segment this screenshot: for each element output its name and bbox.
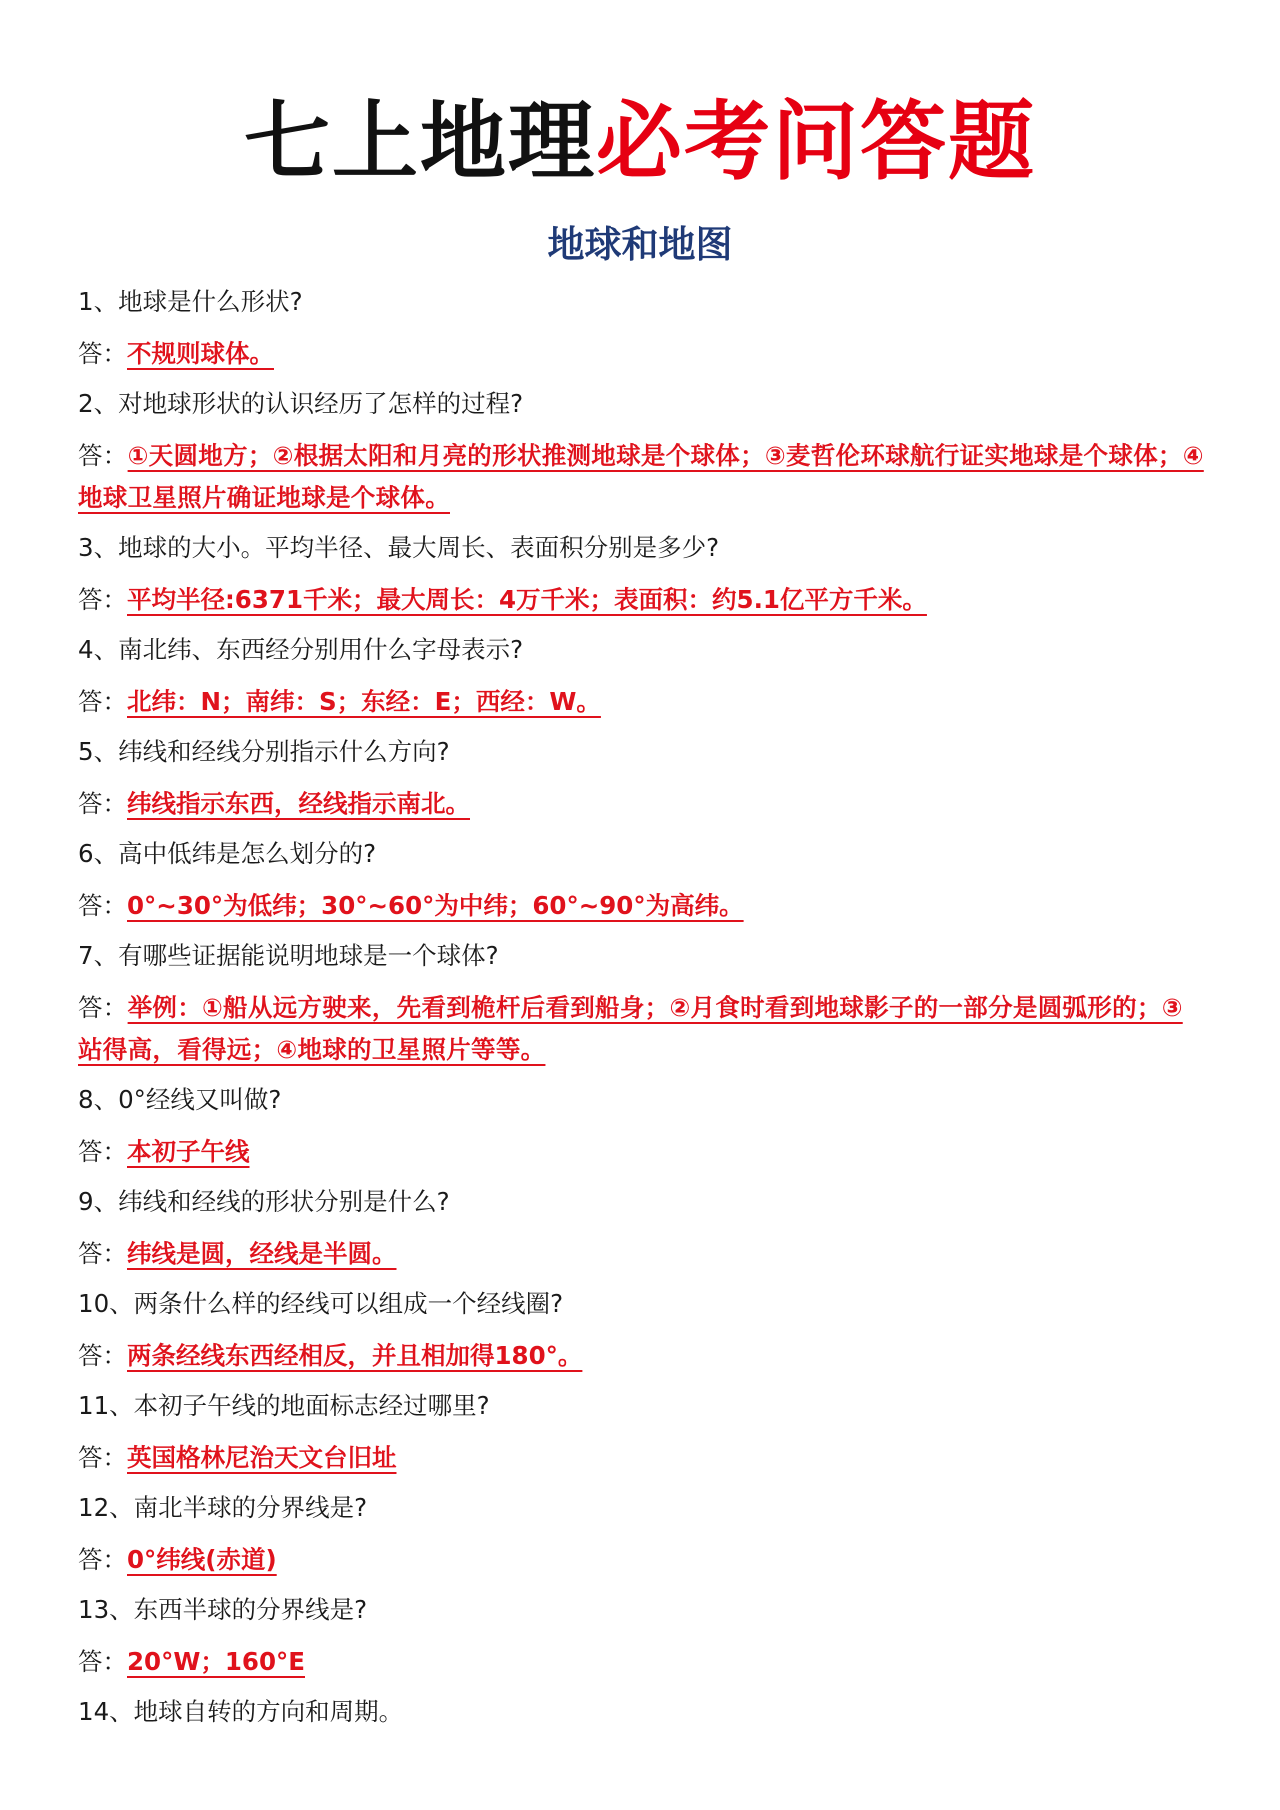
answer-3 [78,579,1206,621]
question-12: 12、南北半球的分界线是? [78,1493,368,1522]
question-3: 3、地球的大小。平均半径、最大周长、表面积分别是多少? [78,533,720,562]
answer-text: 0°~30°为低纬；30°~60°为中纬；60°~90°为高纬。 [127,891,744,920]
answer-12 [78,1539,1206,1581]
title-black-part: 七上地理 [244,92,596,192]
answer-text: ①天圆地方；②根据太阳和月亮的形状推测地球是个球体；③麦哲伦环球航行证实地球是个球体；④地球卫星照片确证地球是个球体。 [78,441,1204,512]
page-title [0,92,1280,192]
answer-prefix: 答： [78,1443,127,1472]
answer-prefix: 答： [78,687,127,716]
answer-11 [78,1437,1206,1479]
answer-prefix: 答： [78,1341,127,1370]
answer-prefix: 答： [78,1239,127,1268]
answer-prefix: 答： [78,993,128,1022]
question-8: 8、0°经线又叫做? [78,1085,282,1114]
answer-1 [78,333,1206,375]
qa-list [78,283,1206,1743]
question-1: 1、地球是什么形状? [78,287,303,316]
answer-text: 20°W；160°E [127,1647,305,1676]
answer-prefix: 答： [78,585,127,614]
answer-text: 0°纬线(赤道) [127,1545,277,1574]
answer-text: 纬线指示东西，经线指示南北。 [127,789,470,818]
answer-text: 本初子午线 [127,1137,250,1166]
question-14: 14、地球自转的方向和周期。 [78,1697,404,1726]
answer-prefix: 答： [78,339,127,368]
answer-prefix: 答： [78,891,127,920]
answer-text: 英国格林尼治天文台旧址 [127,1443,397,1472]
answer-text: 举例：①船从远方驶来，先看到桅杆后看到船身；②月食时看到地球影子的一部分是圆弧形的；③站得高，看得远；④地球的卫星照片等等。 [78,993,1183,1064]
question-5: 5、纬线和经线分别指示什么方向? [78,737,450,766]
question-4: 4、南北纬、东西经分别用什么字母表示? [78,635,524,664]
question-7: 7、有哪些证据能说明地球是一个球体? [78,941,499,970]
answer-prefix: 答： [78,441,128,470]
answer-prefix: 答： [78,1545,127,1574]
question-13: 13、东西半球的分界线是? [78,1595,368,1624]
answer-10 [78,1335,1206,1377]
section-subtitle: 地球和地图 [547,223,733,266]
answer-text: 平均半径:6371千米；最大周长：4万千米；表面积：约5.1亿平方千米。 [127,585,927,614]
question-9: 9、纬线和经线的形状分别是什么? [78,1187,450,1216]
answer-prefix: 答： [78,1137,127,1166]
answer-text: 不规则球体。 [127,339,274,368]
answer-text: 两条经线东西经相反，并且相加得180°。 [127,1341,583,1370]
answer-text: 北纬：N；南纬：S；东经：E；西经：W。 [127,687,601,716]
answer-5 [78,783,1206,825]
answer-4 [78,681,1206,723]
answer-prefix: 答： [78,1647,127,1676]
answer-13 [78,1641,1206,1683]
question-11: 11、本初子午线的地面标志经过哪里? [78,1391,490,1420]
question-10: 10、两条什么样的经线可以组成一个经线圈? [78,1289,564,1318]
title-red-part: 必考问答题 [596,92,1036,192]
question-2: 2、对地球形状的认识经历了怎样的过程? [78,389,524,418]
answer-2 [78,435,1206,519]
answer-6 [78,885,1206,927]
answer-8 [78,1131,1206,1173]
answer-7 [78,987,1206,1071]
answer-text: 纬线是圆，经线是半圆。 [127,1239,397,1268]
question-6: 6、高中低纬是怎么划分的? [78,839,377,868]
answer-9 [78,1233,1206,1275]
answer-prefix: 答： [78,789,127,818]
